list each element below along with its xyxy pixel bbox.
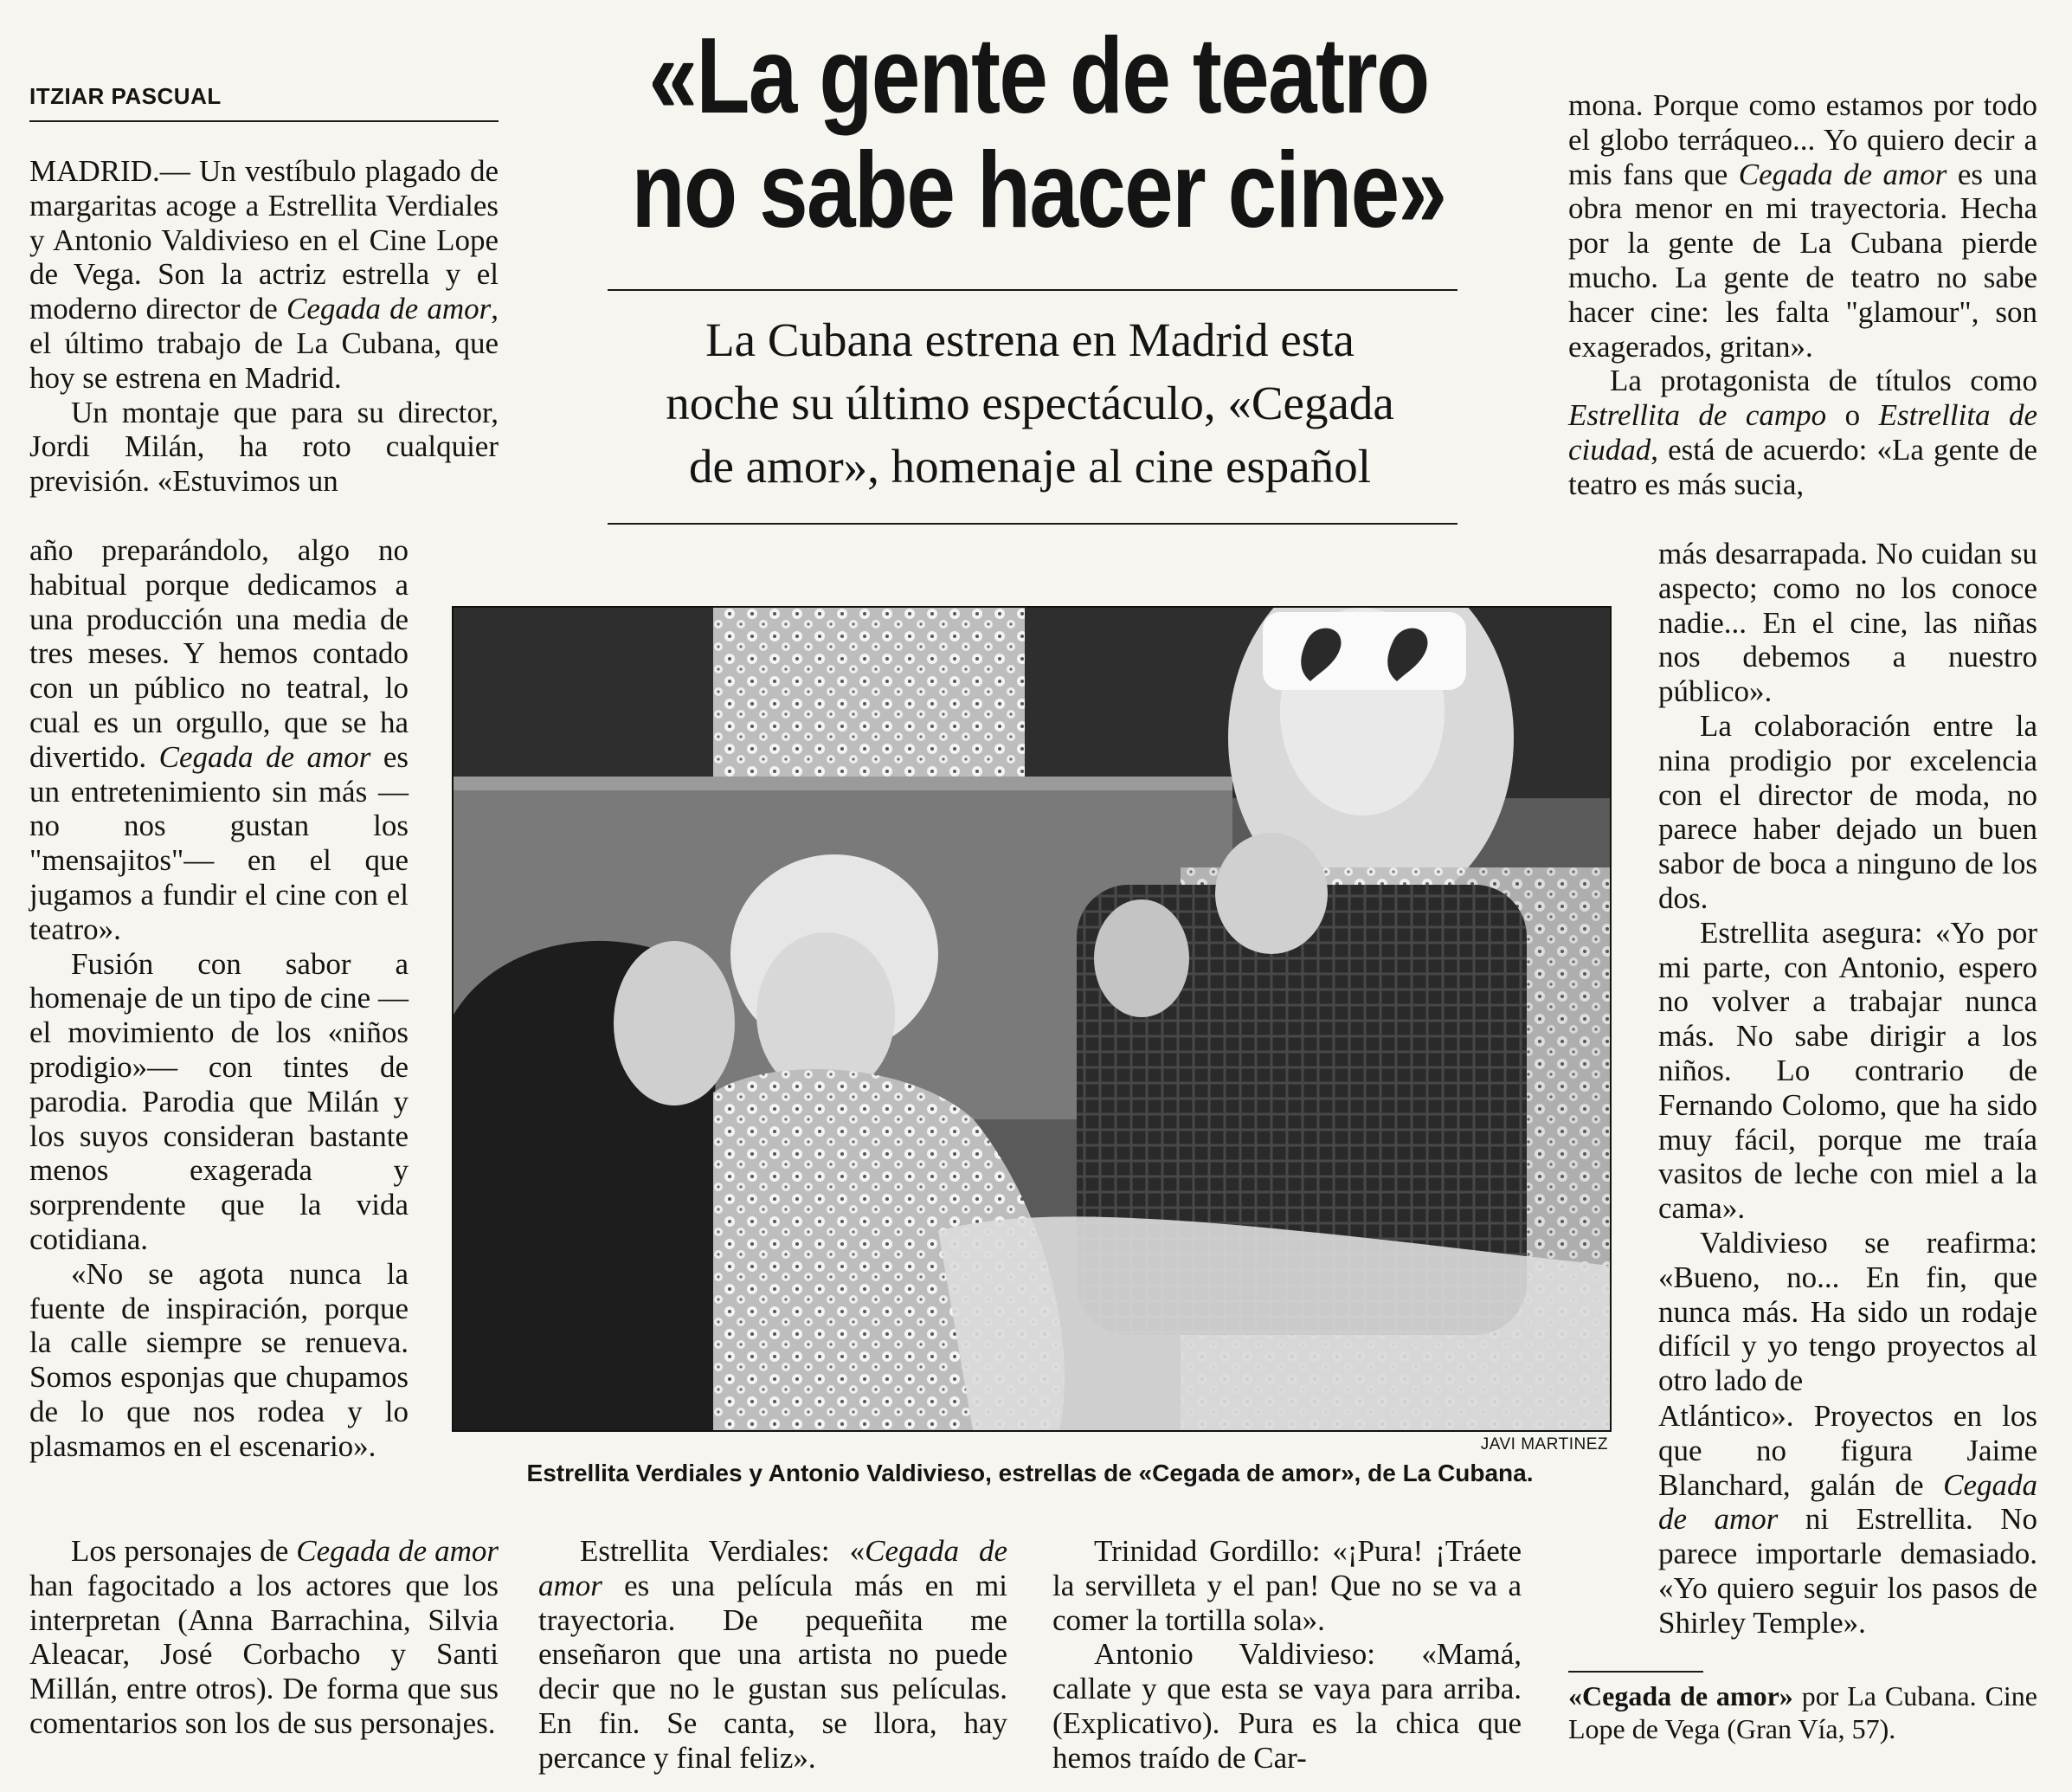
paragraph: MADRID.— Un vestíbulo plagado de margaritas acoge a Estrellita Verdiales y Antonio Valdivieso en el Cine Lope de Vega. Son la actriz estrella y el moderno director de Cegada de amor, el último trabajo de La Cubana, que hoy se estrena en Madrid.: [29, 154, 499, 395]
subhead-line-2: noche su último espectáculo, «Cegada: [666, 377, 1394, 429]
column-4-narrow: [1658, 537, 2037, 1398]
paragraph: Estrellita Verdiales: «Cegada de amor es una película más en mi trayectoria. De pequeñita me enseñaron que una artista no puede decir que no le gustan sus películas. En fin. Se canta, se llora, hay percance y final feliz».: [538, 1534, 1007, 1775]
infobox-rule: [1568, 1671, 1703, 1673]
infobox-text: por La Cubana. Cine Lope de Vega (Gran Vía, 57).: [1568, 1680, 2037, 1744]
paragraph: La protagonista de títulos como Estrellita de campo o Estrellita de ciudad, está de acuerdo: «La gente de teatro es más sucia,: [1568, 364, 2038, 501]
paragraph: Atlántico». Proyectos en los que no figura Jaime Blanchard, galán de Cegada de amor ni Estrellita. No parece importarle demasiado. «Yo quiero seguir los pasos de Shirley Temple».: [1658, 1399, 2037, 1640]
column-1-bottom: [29, 1534, 499, 1741]
subhead-rule-bottom: [608, 523, 1457, 525]
paragraph: Valdivieso se reafirma: «Bueno, no... En fin, que nunca más. Ha sido un rodaje difícil y yo tengo proyectos al otro lado de: [1658, 1225, 2037, 1398]
infobox: [1568, 1679, 2037, 1745]
column-4-bottom: [1568, 1399, 2037, 1641]
column-2: [538, 1534, 1007, 1776]
paragraph: Estrellita asegura: «Yo por mi parte, con Antonio, espero no volver a trabajar nunca más. No sabe dirigir a los niños. Lo contrario de Fernando Colomo, que ha sido muy fácil, porque me traía vasitos de leche con miel a la cama».: [1658, 915, 2037, 1226]
paragraph: Un montaje que para su director, Jordi Milán, ha roto cualquier previsión. «Estuvimos un: [29, 395, 499, 499]
photo-caption: Estrellita Verdiales y Antonio Valdivieso, estrellas de «Cegada de amor», de La Cubana.: [526, 1460, 1534, 1486]
paragraph: Los personajes de Cegada de amor han fagocitado a los actores que los interpretan (Anna Barrachina, Silvia Aleacar, José Corbacho y Santi Millán, entre otros). De forma que sus comentarios son los de sus personajes.: [29, 1534, 499, 1740]
subhead-rule-top: [608, 289, 1457, 291]
subhead-line-1: La Cubana estrena en Madrid esta: [705, 313, 1355, 366]
paragraph: Antonio Valdivieso: «Mamá, callate y que esta se vaya para arriba. (Explicativo). Pura es la chica que hemos traído de Car-: [1052, 1637, 1522, 1775]
paragraph: año preparándolo, algo no habitual porque dedicamos a una producción una media de tres meses. Y hemos contado con un público no teatral, lo cual es un orgullo, que se ha divertido. Cegada de amor es un entretenimiento sin más —no nos gustan los "mensajitos"— en el que jugamos a fundir el cine con el teatro».: [29, 533, 409, 946]
paragraph: La colaboración entre la nina prodigio por excelencia con el director de moda, no parece haber dejado un buen sabor de boca a ninguno de los dos.: [1658, 708, 2037, 915]
headline: [627, 16, 1450, 250]
subhead-line-3: de amor», homenaje al cine español: [688, 440, 1372, 493]
column-3: [1052, 1534, 1522, 1776]
paragraph: Fusión con sabor a homenaje de un tipo de cine —el movimiento de los «niños prodigio»— con tintes de parodia. Parodia que Milán y los suyos consideran bastante menos exagerada y sorprendente que la vida cotidiana.: [29, 946, 409, 1256]
column-4: [1568, 88, 2037, 502]
infobox-title: «Cegada de amor»: [1568, 1680, 1793, 1711]
paragraph: mona. Porque como estamos por todo el globo terráqueo... Yo quiero decir a mis fans que Cegada de amor es una obra menor en mi trayectoria. Hecha por la gente de La Cubana pierde mucho. La gente de teatro no sabe hacer cine: les falta "glamour", son exagerados, gritan».: [1568, 88, 2037, 364]
byline: ITZIAR PASCUAL: [29, 83, 499, 122]
headline-line-1: «La gente de teatro: [648, 16, 1429, 136]
photo: [452, 606, 1612, 1432]
paragraph: Trinidad Gordillo: «¡Pura! ¡Tráete la servilleta y el pan! Que no se va a comer la tortilla sola».: [1052, 1534, 1522, 1637]
photo-image: [454, 608, 1610, 1430]
photo-credit: JAVI MARTINEZ: [1480, 1435, 1608, 1454]
paragraph: «No se agota nunca la fuente de inspiración, porque la calle siempre se renueva. Somos esponjas que chupamos de lo que nos rodea y lo plasmamos en el escenario».: [29, 1256, 409, 1463]
subhead: [589, 308, 1471, 498]
column-1-narrow: [29, 533, 409, 1464]
column-1: [29, 154, 499, 499]
paragraph: más desarrapada. No cuidan su aspecto; como no los conoce nadie... En el cine, las niñas nos debemos a nuestro público».: [1658, 537, 2037, 709]
headline-line-2: no sabe hacer cine»: [631, 131, 1446, 250]
